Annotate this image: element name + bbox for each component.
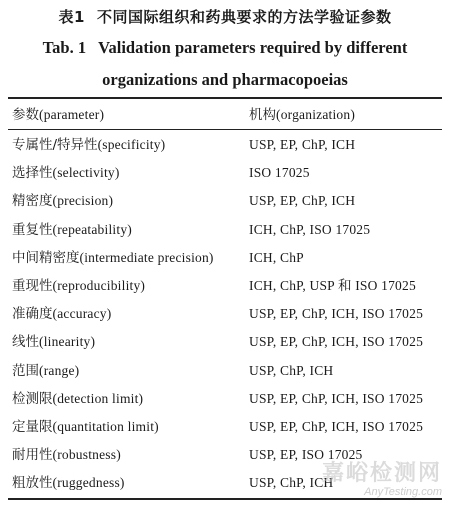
parameter-cell <box>12 131 165 160</box>
organization-cell: USP, EP, ChP, ICH <box>249 137 356 152</box>
organization-cell: USP, EP, ChP, ICH <box>249 193 356 209</box>
parameter-name-en: (range) <box>39 362 80 378</box>
parameter-name-en: (accuracy) <box>52 306 112 322</box>
organization-cell: USP, ChP, ICH <box>249 362 334 378</box>
table-header-rule <box>8 129 442 130</box>
parameter-name-cn: 检测限 <box>12 390 53 407</box>
table-top-rule <box>8 97 442 99</box>
table-row <box>8 385 442 413</box>
watermark-cn: 嘉峪检测网 <box>321 461 442 486</box>
parameter-cell <box>12 441 121 470</box>
parameter-cell <box>12 357 79 386</box>
organization-cell: ISO 17025 <box>249 165 310 181</box>
organization-cell: USP, ChP, ICH <box>249 475 334 491</box>
watermark-en: AnyTesting.com <box>364 486 442 498</box>
table-row <box>8 469 442 497</box>
parameter-cell <box>12 385 143 414</box>
table-caption-en-line1: Validation parameters required by different <box>98 38 408 57</box>
parameter-cell <box>12 216 132 245</box>
parameter-cell <box>12 328 95 357</box>
parameter-cell <box>12 187 113 216</box>
table-row <box>8 272 442 300</box>
parameter-cell <box>12 413 159 442</box>
header-organization-en: (organization) <box>276 107 356 122</box>
parameter-name-en: (reproducibility) <box>52 278 146 293</box>
parameter-cell <box>12 300 111 329</box>
table-title-cn <box>0 6 450 27</box>
header-organization <box>249 101 355 130</box>
parameter-name-cn: 准确度 <box>12 306 53 323</box>
organization-cell: USP, EP, ChP, ICH, ISO 17025 <box>249 390 424 406</box>
organization-cell: USP, EP, ChP, ICH, ISO 17025 <box>249 334 424 350</box>
parameter-name-cn: 重现性 <box>12 278 53 294</box>
header-organization-cn: 机构 <box>249 107 276 123</box>
table-row <box>8 328 442 356</box>
parameter-name-en: (precision) <box>52 193 114 209</box>
table-bottom-rule <box>8 498 442 500</box>
parameter-name-cn: 定量限 <box>12 419 53 435</box>
table-row <box>8 413 442 441</box>
parameter-name-cn: 耐用性 <box>12 447 53 464</box>
table-row <box>8 131 442 159</box>
table-row <box>8 159 442 187</box>
table-row <box>8 300 442 328</box>
table-row <box>8 357 442 385</box>
parameter-cell <box>12 469 125 498</box>
organization-cell: USP, EP, ISO 17025 <box>249 447 363 463</box>
parameter-name-en: (specificity) <box>97 137 166 152</box>
table-title-en-line1 <box>0 38 450 58</box>
parameter-name-en: (linearity) <box>39 334 96 350</box>
parameter-name-en: (selectivity) <box>52 165 120 181</box>
parameter-name-cn: 重复性 <box>12 221 53 238</box>
parameter-name-cn: 选择性 <box>12 165 53 182</box>
table-header-row <box>8 101 442 129</box>
table-label-cn: 表1 <box>58 8 85 26</box>
parameter-name-en: (detection limit) <box>52 390 144 406</box>
organization-cell: USP, EP, ChP, ICH, ISO 17025 <box>249 419 424 434</box>
organization-cell: ICH, ChP <box>249 249 304 265</box>
organization-cell: ICH, ChP, USP 和 ISO 17025 <box>249 278 416 293</box>
parameter-name-cn: 专属性/特异性 <box>12 137 98 153</box>
header-parameter <box>12 101 104 130</box>
parameter-cell <box>12 272 145 301</box>
table-label-en: Tab. 1 <box>42 38 87 57</box>
header-parameter-en: (parameter) <box>39 107 105 122</box>
table-row <box>8 441 442 469</box>
organization-cell: ICH, ChP, ISO 17025 <box>249 221 371 237</box>
parameter-name-cn: 线性 <box>12 334 39 351</box>
parameter-name-en: (intermediate precision) <box>79 249 214 265</box>
parameter-name-en: (ruggedness) <box>52 475 125 491</box>
parameter-name-cn: 精密度 <box>12 193 53 210</box>
organization-cell: USP, EP, ChP, ICH, ISO 17025 <box>249 306 424 322</box>
table-row <box>8 216 442 244</box>
parameter-name-cn: 中间精密度 <box>12 249 80 266</box>
parameter-name-en: (robustness) <box>52 447 121 463</box>
parameter-name-en: (repeatability) <box>52 221 132 237</box>
parameter-cell <box>12 159 120 188</box>
table-row <box>8 187 442 215</box>
parameter-name-cn: 范围 <box>12 362 39 379</box>
parameter-cell <box>12 244 214 273</box>
parameter-name-cn: 粗放性 <box>12 475 53 492</box>
table-caption-en-line2: organizations and pharmacopoeias <box>102 70 348 89</box>
table-row <box>8 244 442 272</box>
header-parameter-cn: 参数 <box>12 107 39 123</box>
parameter-name-en: (quantitation limit) <box>52 419 159 434</box>
table-caption-cn: 不同国际组织和药典要求的方法学验证参数 <box>96 8 392 26</box>
